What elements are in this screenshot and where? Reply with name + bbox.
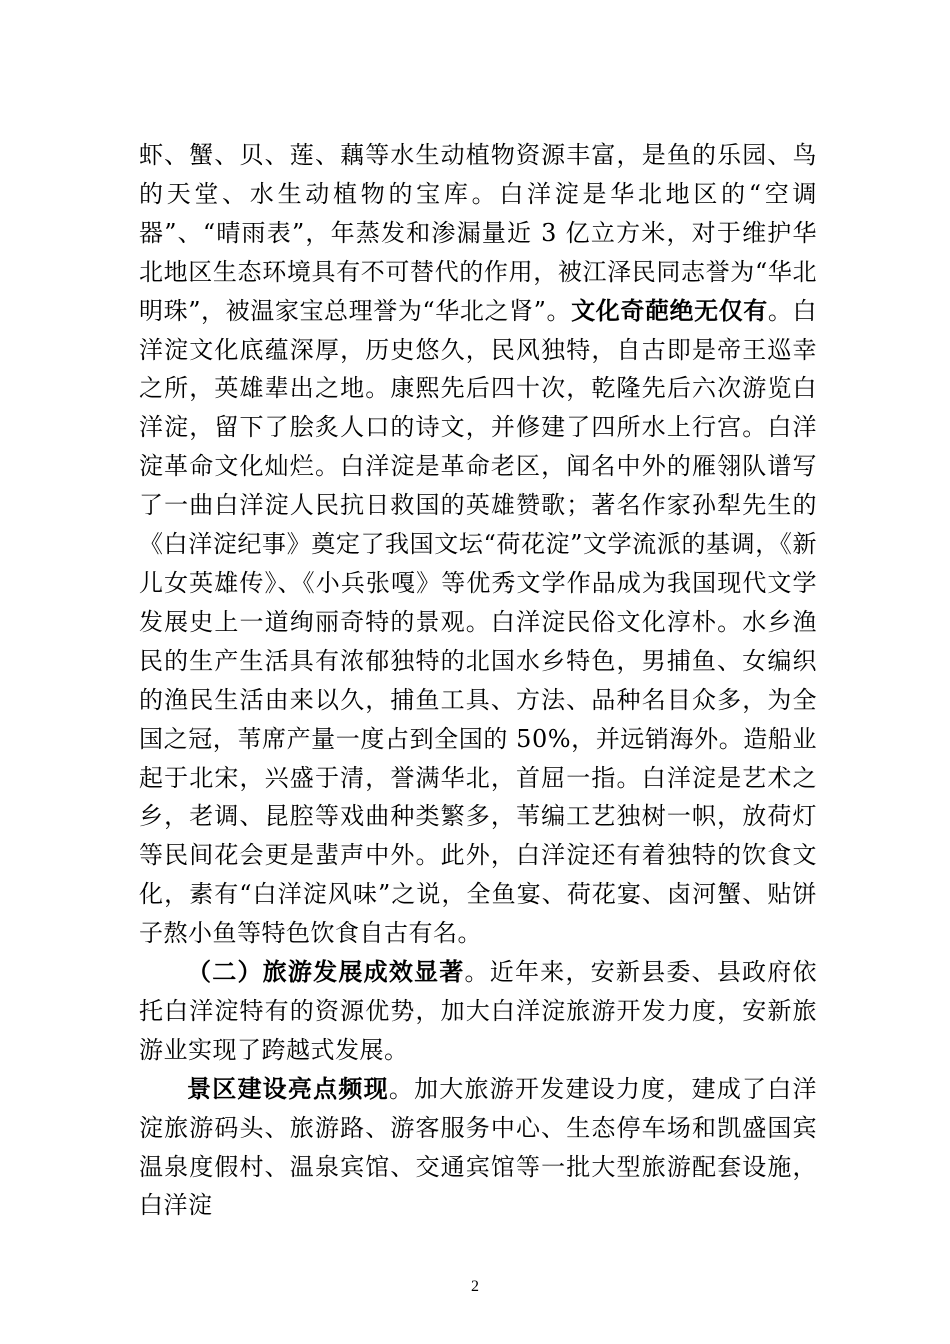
heading-inline-tourism: （二）旅游发展成效显著 — [187, 958, 465, 987]
document-body — [139, 136, 817, 1225]
text-segment: 。近年来，安新县委、县政府依托白洋淀特有的资源优势，加大白洋淀旅游开发力度，安新旅游业实现了跨越式发展。 — [139, 958, 818, 1064]
paragraph-scenic-construction — [139, 1070, 817, 1226]
heading-inline-scenic: 景区建设亮点频现 — [187, 1074, 389, 1103]
text-segment: 虾、蟹、贝、莲、藕等水生动植物资源丰富，是鱼的乐园、鸟的天堂、水生动植物的宝库。白洋淀是华北地区的“空调器”、“晴雨表”，年蒸发和渗漏量近 3 亿立方米，对于维护华北地区生态环境具有不可替代的作用，被江泽民同志誉为“华北明珠”，被温家宝总理誉为“华北之肾”。 — [139, 141, 817, 325]
heading-inline-culture: 文化奇葩绝无仅有 — [571, 296, 768, 325]
paragraph-ecology-culture — [139, 136, 817, 953]
paragraph-tourism-results — [139, 953, 817, 1070]
page-number: 2 — [471, 1278, 479, 1295]
text-segment: 。加大旅游开发建设力度，建成了白洋淀旅游码头、旅游路、游客服务中心、生态停车场和凯盛国宾温泉度假村、温泉宾馆、交通宾馆等一批大型旅游配套设施，白洋淀 — [139, 1074, 818, 1220]
text-segment: 。白洋淀文化底蕴深厚，历史悠久，民风独特，自古即是帝王巡幸之所，英雄辈出之地。康熙先后四十次，乾隆先后六次游览白洋淀，留下了脍炙人口的诗文，并修建了四所水上行宫。白洋淀革命文化灿烂。白洋淀是革命老区，闻名中外的雁翎队谱写了一曲白洋淀人民抗日救国的英雄赞歌；著名作家孙犁先生的《白洋淀纪事》奠定了我国文坛“荷花淀”文学流派的基调，《新儿女英雄传》、《小兵张嘎》等优秀文学作品成为我国现代文学发展史上一道绚丽奇特的景观。白洋淀民俗文化淳朴。水乡渔民的生产生活具有浓郁独特的北国水乡特色，男捕鱼、女编织的渔民生活由来以久，捕鱼工具、方法、品种名目众多，为全国之冠，苇席产量一度占到全国的 50%，并远销海外。造船业起于北宋，兴盛于清，誉满华北，首屈一指。白洋淀是艺术之乡，老调、昆腔等戏曲种类繁多，苇编工艺独树一帜，放荷灯等民间花会更是蜚声中外。此外，白洋淀还有着独特的饮食文化，素有“白洋淀风味”之说，全鱼宴、荷花宴、卤河蟹、贴饼子熬小鱼等特色饮食自古有名。 — [139, 296, 818, 948]
